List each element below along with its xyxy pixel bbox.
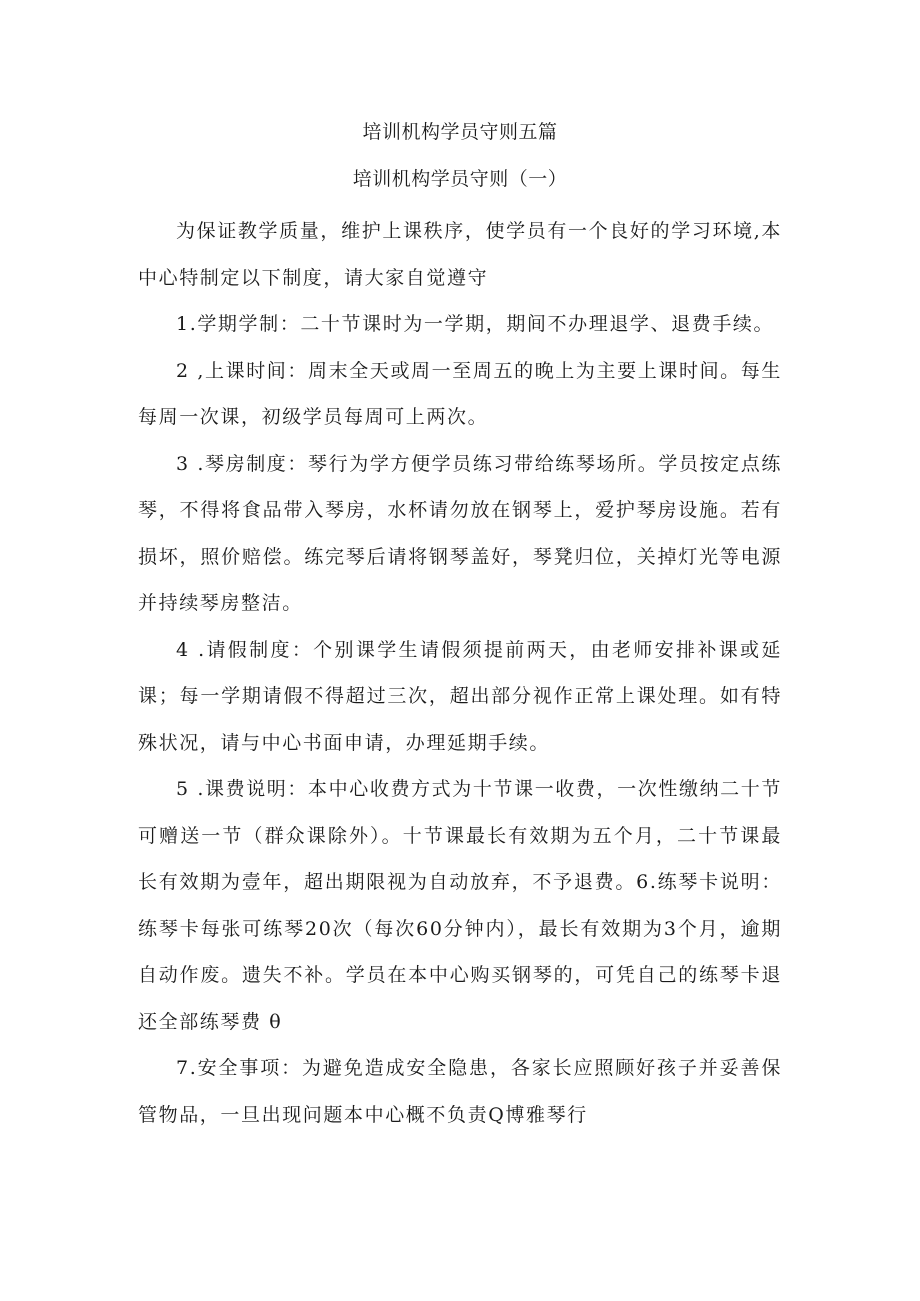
paragraph-intro: 为保证教学质量，维护上课秩序，使学员有一个良好的学习环境,本中心特制定以下制度，请大家自觉遵守 (138, 220, 782, 289)
paragraph-rule-2: 2 ,上课时间：周末全天或周一至周五的晚上为主要上课时间。每生每周一次课，初级学员每周可上两次。 (138, 359, 782, 428)
document-title: 培训机构学员守则五篇 (362, 121, 558, 143)
document-body (138, 208, 782, 1138)
paragraph-rule-4: 4 .请假制度：个别课学生请假须提前两天，由老师安排补课或延课；每一学期请假不得超过三次，超出部分视作正常上课处理。如有特殊状况，请与中心书面申请，办理延期手续。 (138, 638, 782, 754)
document-subtitle: 培训机构学员守则（一） (352, 168, 568, 190)
paragraph-rule-7: 7.安全事项：为避免造成安全隐患，各家长应照顾好孩子并妥善保管物品，一旦出现问题本中心概不负责Q博雅琴行 (138, 1057, 782, 1126)
paragraph-rule-1: 1.学期学制：二十节课时为一学期，期间不办理退学、退费手续。 (176, 313, 775, 335)
paragraph-rule-5-6: 5 .课费说明：本中心收费方式为十节课一收费，一次性缴纳二十节可赠送一节（群众课除外）。十节课最长有效期为五个月，二十节课最长有效期为壹年，超出期限视为自动放弃，不予退费。6.练琴卡说明：练琴卡每张可练琴20次（每次60分钟内），最长有效期为3个月，逾期自动作废。遗失不补。学员在本中心购买钢琴的，可凭自己的练琴卡退还全部练琴费 θ (138, 778, 782, 1033)
paragraph-rule-3: 3 .琴房制度：琴行为学方便学员练习带给练琴场所。学员按定点练琴，不得将食品带入琴房，水杯请勿放在钢琴上，爱护琴房设施。若有损坏，照价赔偿。练完琴后请将钢琴盖好，琴凳归位，关掉灯光等电源并持续琴房整洁。 (138, 452, 782, 614)
